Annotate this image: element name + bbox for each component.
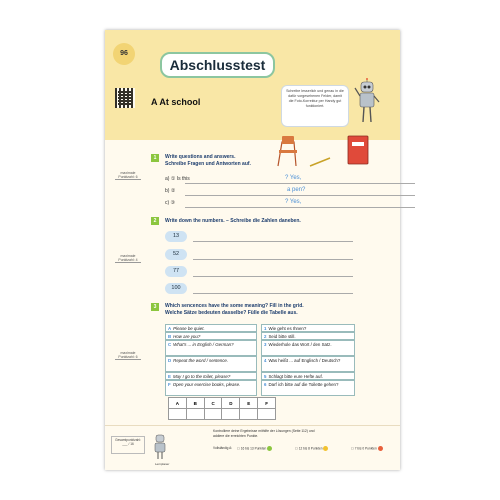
answer-line-c[interactable] <box>165 200 345 208</box>
total-score-value: ___ / 16 <box>122 442 134 446</box>
grid-answer-cell[interactable] <box>186 409 204 420</box>
grid-header-f: F <box>258 398 276 409</box>
grid-header-b: B <box>186 398 204 409</box>
footer <box>105 425 400 470</box>
sentence-e: E May I go to the toilet, please? <box>165 372 257 380</box>
number-answer-line[interactable] <box>193 259 353 260</box>
workbook-page <box>105 30 400 470</box>
sentence-3: 3 Wiederhole das Wort / den Satz. <box>261 340 355 356</box>
answer-line-a[interactable] <box>165 176 345 184</box>
number-13: 13 <box>165 231 187 242</box>
grid-answer-cell[interactable] <box>169 409 187 420</box>
sentence-2: 2 Seid bitte still. <box>261 332 355 340</box>
sentence-6: 6 Darf ich bitte auf die Toilette gehen? <box>261 380 355 396</box>
answer-label-a: a) ① Is this <box>165 176 190 182</box>
answer-label-b: b) ② <box>165 188 176 194</box>
total-score-label: Gesamtpunktzahl: <box>115 438 141 442</box>
score-label: maximale <box>120 351 136 355</box>
sentence-f: F Open your exercise books, please. <box>165 380 257 396</box>
number-answer-line[interactable] <box>193 241 353 242</box>
number-77: 77 <box>165 266 187 277</box>
range-bad[interactable]: ☐ 7 bis 0 Punkten <box>351 446 383 451</box>
fill-label: Vollständig A: <box>213 446 233 450</box>
page-title: Abschlusstest <box>160 52 275 78</box>
sentence-a: A Please be quiet. <box>165 324 257 332</box>
answer-hint-b: a pen? <box>287 187 306 193</box>
grid-header-d: D <box>222 398 240 409</box>
score-box-task-1[interactable] <box>111 171 145 180</box>
number-answer-line[interactable] <box>193 276 353 277</box>
answer-grid <box>168 397 276 420</box>
sentence-b: B How are you? <box>165 332 257 340</box>
number-52: 52 <box>165 249 187 260</box>
grid-answer-cell[interactable] <box>240 409 258 420</box>
grid-header-a: A <box>169 398 187 409</box>
range-mid[interactable]: ☐ 12 bis 8 Punkten <box>295 446 328 451</box>
answer-line-b[interactable] <box>165 188 345 196</box>
task-1-number: 1 <box>151 154 159 162</box>
score-max: Punktzahl: 6 <box>115 175 141 180</box>
score-box-task-3[interactable] <box>111 351 145 360</box>
task-1-instruction-de: Schreibe Fragen und Antworten auf. <box>165 161 251 167</box>
grid-answer-cell[interactable] <box>222 409 240 420</box>
sentence-5: 5 Schlagt bitte eure Hefte auf. <box>261 372 355 380</box>
task-2-number: 2 <box>151 217 159 225</box>
task-2-instruction: Write down the numbers. – Schreibe die Zahlen daneben. <box>165 218 301 224</box>
grid-header-c: C <box>204 398 222 409</box>
footer-instructions: Kontrolliere deine Ergebnisse mithilfe der Lösungen (Seite 112) und addiere die erreichten Punkte. <box>213 429 315 438</box>
smiley-happy-icon <box>267 446 272 451</box>
school-objects-illustration <box>270 130 380 172</box>
score-box-task-2[interactable] <box>111 254 145 263</box>
number-100: 100 <box>165 283 187 294</box>
robot-icon <box>353 78 381 126</box>
grid-header-e: E <box>240 398 258 409</box>
number-answer-line[interactable] <box>193 293 353 294</box>
instruction-note: Schreibe lesserlich und genau in die dafür vorgesehenen Felder, damit die Foto-Korrektur per Handy gut funktioniert. <box>281 85 349 127</box>
sentence-d: D Repeat the word / sentence. <box>165 356 257 372</box>
section-heading: A At school <box>151 97 201 107</box>
total-score-box[interactable] <box>111 436 145 454</box>
sentence-4: 4 Was heißt ... auf Englisch / Deutsch? <box>261 356 355 372</box>
grid-answer-cell[interactable] <box>204 409 222 420</box>
task-3-number: 3 <box>151 303 159 311</box>
smiley-sad-icon <box>378 446 383 451</box>
grid-answer-cell[interactable] <box>258 409 276 420</box>
page-number: 96 <box>113 43 135 65</box>
task-1-instruction-en: Write questions and answers. <box>165 154 236 160</box>
smiley-neutral-icon <box>323 446 328 451</box>
score-max: Punktzahl: 4 <box>115 258 141 263</box>
sentence-1: 1 Wie geht es Ihnen? <box>261 324 355 332</box>
range-good[interactable]: ☐ 16 bis 13 Punkten <box>237 446 272 451</box>
task-3-instruction-en: Which sencences have the some meaning? Fill in the grid. <box>165 303 304 309</box>
answer-label-c: c) ③ <box>165 200 176 206</box>
robot-mascot-icon <box>153 434 167 460</box>
lernplaner-label: Lernplaner <box>155 462 170 466</box>
sentence-c: C What's ... in English / German? <box>165 340 257 356</box>
score-label: maximale <box>120 171 136 175</box>
qr-code-icon <box>115 88 135 108</box>
score-label: maximale <box>120 254 136 258</box>
answer-hint-c: ? Yes, <box>285 199 302 205</box>
task-3-instruction-de: Welche Sätze bedeuten dasselbe? Fülle die Tabelle aus. <box>165 310 298 316</box>
answer-hint-a: ? Yes, <box>285 175 302 181</box>
score-max: Punktzahl: 6 <box>115 355 141 360</box>
